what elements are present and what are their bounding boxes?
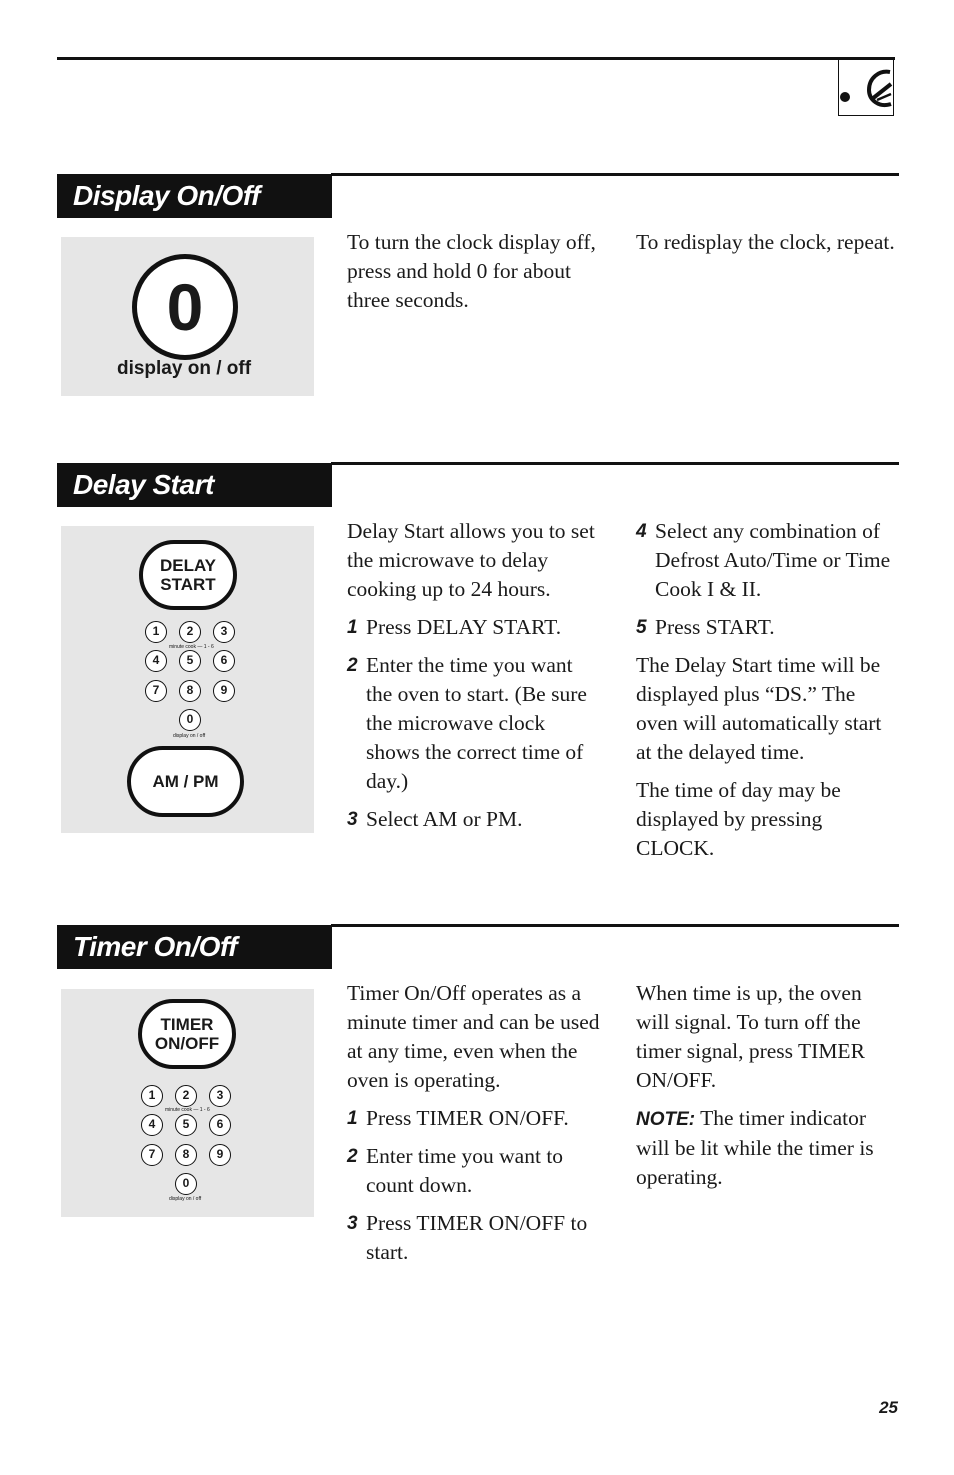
keypad-key: 6	[209, 1114, 231, 1136]
keypad-key: 3	[213, 621, 235, 643]
logo-box	[838, 60, 894, 116]
delay-intro: Delay Start allows you to set the microwave to delay cooking up to 24 hours.	[347, 519, 595, 601]
keypad	[61, 989, 314, 1217]
step-text: Enter the time you want the oven to start. (Be sure the microwave clock shows the correct time of day.)	[366, 653, 587, 793]
note-text: The timer indicator will be lit while the timer is operating.	[636, 1106, 874, 1189]
keypad-key: 2	[175, 1085, 197, 1107]
keypad-key: 3	[209, 1085, 231, 1107]
keypad-key: 0	[175, 1173, 197, 1195]
step-number: 2	[347, 1146, 358, 1167]
keypad-display-label: display on / off	[169, 1196, 202, 1202]
timer-button-line1: TIMER	[160, 1015, 214, 1034]
delay-button-line1: DELAY	[159, 556, 217, 575]
step-number: 2	[347, 655, 358, 676]
timer-step	[347, 1209, 588, 1267]
step-text: Press DELAY START.	[366, 615, 562, 639]
timer-left-col	[347, 979, 612, 1276]
delay-step	[347, 613, 612, 642]
step-number: 3	[347, 1213, 358, 1234]
keypad-key: 2	[179, 621, 201, 643]
timer-step	[347, 1142, 588, 1200]
page-number: 25	[879, 1398, 898, 1417]
delay-step	[347, 805, 612, 834]
step-text: Press START.	[655, 615, 775, 639]
timer-button-line2: ON/OFF	[154, 1034, 220, 1053]
delay-button-line2: START	[160, 575, 216, 594]
keypad-key: 7	[145, 680, 167, 702]
keypad-minute-label: minute cook — 1 - 6	[165, 1107, 210, 1113]
section-title-delay: Delay Start	[57, 463, 332, 507]
step-number: 4	[636, 521, 647, 542]
display-left-text: To turn the clock display off, press and hold 0 for about three seconds.	[347, 230, 596, 312]
keypad-key: 7	[141, 1144, 163, 1166]
keypad-key: 1	[145, 621, 167, 643]
keypad-display-label: display on / off	[173, 733, 206, 739]
keypad-key: 1	[141, 1085, 163, 1107]
timer-intro: Timer On/Off operates as a minute timer and can be used at any time, even when the oven is operating.	[347, 981, 600, 1092]
keypad-key: 9	[213, 680, 235, 702]
delay-step	[347, 651, 588, 796]
timer-illustration	[61, 989, 314, 1217]
section-rule	[331, 173, 899, 176]
step-number: 1	[347, 1108, 358, 1129]
keypad-key: 5	[175, 1114, 197, 1136]
keypad-key: 4	[145, 650, 167, 672]
delay-para2: The time of day may be displayed by pressing CLOCK.	[636, 778, 841, 860]
keypad-key: 8	[175, 1144, 197, 1166]
keypad-minute-label: minute cook — 1 - 6	[169, 644, 214, 650]
brand-icon	[839, 60, 893, 114]
step-number: 1	[347, 617, 358, 638]
step-text: Select AM or PM.	[366, 807, 523, 831]
timer-step	[347, 1104, 612, 1133]
display-right-text: To redisplay the clock, repeat.	[636, 230, 895, 254]
delay-para1: The Delay Start time will be displayed plus “DS.” The oven will automatically start at the delayed time.	[636, 653, 882, 764]
top-rule	[57, 57, 895, 60]
step-number: 5	[636, 617, 647, 638]
keypad-key: 5	[179, 650, 201, 672]
note-label: NOTE:	[636, 1109, 696, 1130]
display-right-col	[636, 228, 896, 266]
keypad-key: 0	[179, 709, 201, 731]
step-text: Select any combination of Defrost Auto/Time or Time Cook I & II.	[655, 519, 891, 601]
am-pm-button-icon: AM / PM	[127, 746, 244, 817]
step-text: Enter time you want to count down.	[366, 1144, 564, 1197]
section-rule	[331, 462, 899, 465]
step-text: Press TIMER ON/OFF.	[366, 1106, 569, 1130]
delay-right-col	[636, 517, 898, 872]
delay-step	[636, 613, 898, 642]
delay-illustration	[61, 526, 314, 833]
step-text: Press TIMER ON/OFF to start.	[366, 1211, 588, 1264]
timer-right-col	[636, 979, 898, 1201]
keypad-key: 6	[213, 650, 235, 672]
section-rule	[331, 924, 899, 927]
delay-left-col	[347, 517, 612, 843]
display-illustration	[61, 237, 314, 396]
keypad-key: 9	[209, 1144, 231, 1166]
timer-note	[636, 1104, 898, 1192]
section-title-timer: Timer On/Off	[57, 925, 332, 969]
zero-key-icon: 0	[132, 254, 238, 360]
keypad-key: 8	[179, 680, 201, 702]
timer-right-text: When time is up, the oven will signal. To turn off the timer signal, press TIMER ON/OFF.	[636, 981, 865, 1092]
section-title-display: Display On/Off	[57, 174, 332, 218]
display-caption: display on / off	[116, 358, 252, 379]
delay-step	[636, 517, 901, 604]
step-number: 3	[347, 809, 358, 830]
display-left-col	[347, 228, 602, 324]
keypad-key: 4	[141, 1114, 163, 1136]
